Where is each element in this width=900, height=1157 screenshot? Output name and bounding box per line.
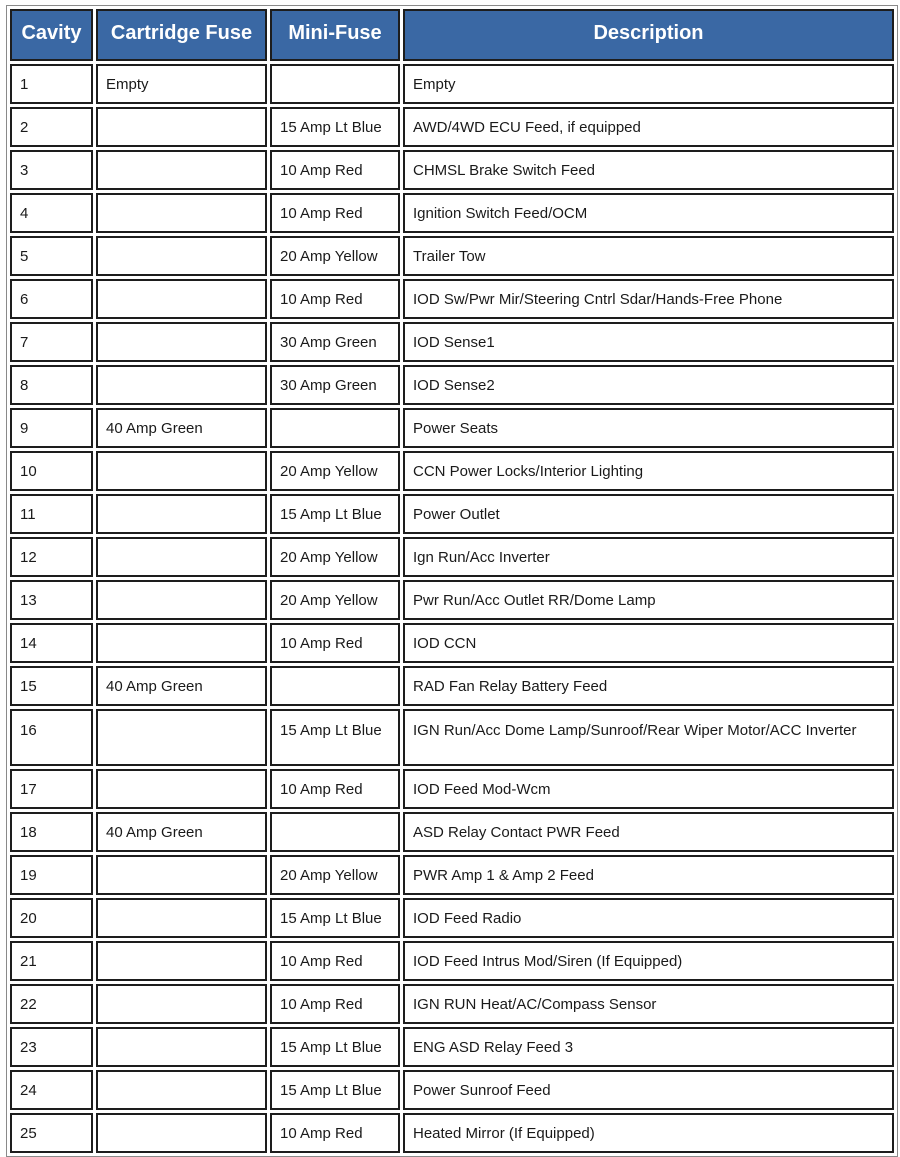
mini-fuse-cell: 10 Amp Red — [270, 193, 400, 233]
cavity-cell: 2 — [10, 107, 93, 147]
mini-fuse-cell — [270, 812, 400, 852]
cartridge-fuse-cell: 40 Amp Green — [96, 812, 267, 852]
mini-fuse-cell: 20 Amp Yellow — [270, 855, 400, 895]
header-description: Description — [403, 9, 894, 61]
cartridge-fuse-cell — [96, 984, 267, 1024]
description-cell: IOD Feed Mod-Wcm — [403, 769, 894, 809]
table-row — [10, 898, 894, 938]
description-cell: IOD Sw/Pwr Mir/Steering Cntrl Sdar/Hands-Free Phone — [403, 279, 894, 319]
description-cell: Empty — [403, 64, 894, 104]
cavity-cell: 23 — [10, 1027, 93, 1067]
table-row — [10, 107, 894, 147]
mini-fuse-cell: 15 Amp Lt Blue — [270, 1027, 400, 1067]
description-cell: IOD Feed Radio — [403, 898, 894, 938]
description-cell: IOD CCN — [403, 623, 894, 663]
cartridge-fuse-cell: 40 Amp Green — [96, 408, 267, 448]
table-row — [10, 64, 894, 104]
cavity-cell: 8 — [10, 365, 93, 405]
description-cell: IGN RUN Heat/AC/Compass Sensor — [403, 984, 894, 1024]
cartridge-fuse-cell — [96, 279, 267, 319]
cavity-cell: 9 — [10, 408, 93, 448]
cavity-cell: 18 — [10, 812, 93, 852]
description-cell: Power Seats — [403, 408, 894, 448]
cavity-cell: 14 — [10, 623, 93, 663]
cavity-cell: 12 — [10, 537, 93, 577]
description-cell: CCN Power Locks/Interior Lighting — [403, 451, 894, 491]
mini-fuse-cell: 10 Amp Red — [270, 769, 400, 809]
cartridge-fuse-cell — [96, 623, 267, 663]
description-cell: IOD Sense2 — [403, 365, 894, 405]
description-cell: PWR Amp 1 & Amp 2 Feed — [403, 855, 894, 895]
mini-fuse-cell: 15 Amp Lt Blue — [270, 1070, 400, 1110]
mini-fuse-cell: 15 Amp Lt Blue — [270, 107, 400, 147]
cavity-cell: 3 — [10, 150, 93, 190]
cartridge-fuse-cell — [96, 855, 267, 895]
cartridge-fuse-cell — [96, 941, 267, 981]
description-cell: Ign Run/Acc Inverter — [403, 537, 894, 577]
mini-fuse-cell: 15 Amp Lt Blue — [270, 709, 400, 766]
cartridge-fuse-cell — [96, 193, 267, 233]
cavity-cell: 11 — [10, 494, 93, 534]
mini-fuse-cell: 15 Amp Lt Blue — [270, 898, 400, 938]
cavity-cell: 24 — [10, 1070, 93, 1110]
cartridge-fuse-cell — [96, 1070, 267, 1110]
table-row — [10, 1070, 894, 1110]
description-cell: AWD/4WD ECU Feed, if equipped — [403, 107, 894, 147]
mini-fuse-cell — [270, 64, 400, 104]
cartridge-fuse-cell — [96, 709, 267, 766]
cavity-cell: 6 — [10, 279, 93, 319]
description-cell: Power Outlet — [403, 494, 894, 534]
cavity-cell: 4 — [10, 193, 93, 233]
header-cavity: Cavity — [10, 9, 93, 61]
table-row — [10, 1027, 894, 1067]
table-row — [10, 451, 894, 491]
table-row — [10, 236, 894, 276]
cartridge-fuse-cell: Empty — [96, 64, 267, 104]
table-row — [10, 1113, 894, 1153]
cartridge-fuse-cell — [96, 537, 267, 577]
cartridge-fuse-cell — [96, 451, 267, 491]
description-cell: CHMSL Brake Switch Feed — [403, 150, 894, 190]
table-row — [10, 322, 894, 362]
mini-fuse-cell: 10 Amp Red — [270, 941, 400, 981]
mini-fuse-cell: 10 Amp Red — [270, 150, 400, 190]
description-cell: Ignition Switch Feed/OCM — [403, 193, 894, 233]
cavity-cell: 13 — [10, 580, 93, 620]
table-row — [10, 855, 894, 895]
table-row — [10, 769, 894, 809]
description-cell: IGN Run/Acc Dome Lamp/Sunroof/Rear Wiper Motor/ACC Inverter — [403, 709, 894, 766]
cavity-cell: 25 — [10, 1113, 93, 1153]
cavity-cell: 10 — [10, 451, 93, 491]
header-mini-fuse: Mini-Fuse — [270, 9, 400, 61]
cavity-cell: 16 — [10, 709, 93, 766]
cavity-cell: 22 — [10, 984, 93, 1024]
table-row — [10, 580, 894, 620]
cavity-cell: 15 — [10, 666, 93, 706]
cartridge-fuse-cell — [96, 236, 267, 276]
description-cell: ASD Relay Contact PWR Feed — [403, 812, 894, 852]
table-row — [10, 365, 894, 405]
cavity-cell: 7 — [10, 322, 93, 362]
description-cell: Power Sunroof Feed — [403, 1070, 894, 1110]
table-row — [10, 812, 894, 852]
mini-fuse-cell: 10 Amp Red — [270, 984, 400, 1024]
cavity-cell: 19 — [10, 855, 93, 895]
cartridge-fuse-cell — [96, 365, 267, 405]
header-cartridge-fuse: Cartridge Fuse — [96, 9, 267, 61]
cavity-cell: 21 — [10, 941, 93, 981]
table-row — [10, 941, 894, 981]
cartridge-fuse-cell — [96, 494, 267, 534]
cartridge-fuse-cell — [96, 322, 267, 362]
table-row — [10, 279, 894, 319]
mini-fuse-cell: 10 Amp Red — [270, 279, 400, 319]
description-cell: Trailer Tow — [403, 236, 894, 276]
mini-fuse-cell — [270, 666, 400, 706]
mini-fuse-cell: 20 Amp Yellow — [270, 580, 400, 620]
table-row — [10, 408, 894, 448]
description-cell: IOD Sense1 — [403, 322, 894, 362]
mini-fuse-cell: 30 Amp Green — [270, 365, 400, 405]
mini-fuse-cell: 10 Amp Red — [270, 1113, 400, 1153]
cartridge-fuse-cell — [96, 898, 267, 938]
fuse-table — [6, 5, 898, 1157]
table-row — [10, 623, 894, 663]
mini-fuse-cell — [270, 408, 400, 448]
table-row — [10, 984, 894, 1024]
fuse-rows — [10, 64, 894, 1153]
table-row — [10, 666, 894, 706]
cavity-cell: 20 — [10, 898, 93, 938]
table-row — [10, 709, 894, 766]
cavity-cell: 1 — [10, 64, 93, 104]
mini-fuse-cell: 30 Amp Green — [270, 322, 400, 362]
description-cell: ENG ASD Relay Feed 3 — [403, 1027, 894, 1067]
description-cell: Pwr Run/Acc Outlet RR/Dome Lamp — [403, 580, 894, 620]
description-cell: Heated Mirror (If Equipped) — [403, 1113, 894, 1153]
mini-fuse-cell: 15 Amp Lt Blue — [270, 494, 400, 534]
cavity-cell: 17 — [10, 769, 93, 809]
cartridge-fuse-cell — [96, 107, 267, 147]
header-row — [10, 9, 894, 61]
mini-fuse-cell: 20 Amp Yellow — [270, 236, 400, 276]
cartridge-fuse-cell — [96, 1027, 267, 1067]
mini-fuse-cell: 20 Amp Yellow — [270, 537, 400, 577]
cavity-cell: 5 — [10, 236, 93, 276]
description-cell: RAD Fan Relay Battery Feed — [403, 666, 894, 706]
table-row — [10, 494, 894, 534]
cartridge-fuse-cell — [96, 1113, 267, 1153]
cartridge-fuse-cell: 40 Amp Green — [96, 666, 267, 706]
table-row — [10, 150, 894, 190]
description-cell: IOD Feed Intrus Mod/Siren (If Equipped) — [403, 941, 894, 981]
cartridge-fuse-cell — [96, 580, 267, 620]
cartridge-fuse-cell — [96, 769, 267, 809]
mini-fuse-cell: 10 Amp Red — [270, 623, 400, 663]
cartridge-fuse-cell — [96, 150, 267, 190]
table-row — [10, 537, 894, 577]
mini-fuse-cell: 20 Amp Yellow — [270, 451, 400, 491]
table-row — [10, 193, 894, 233]
